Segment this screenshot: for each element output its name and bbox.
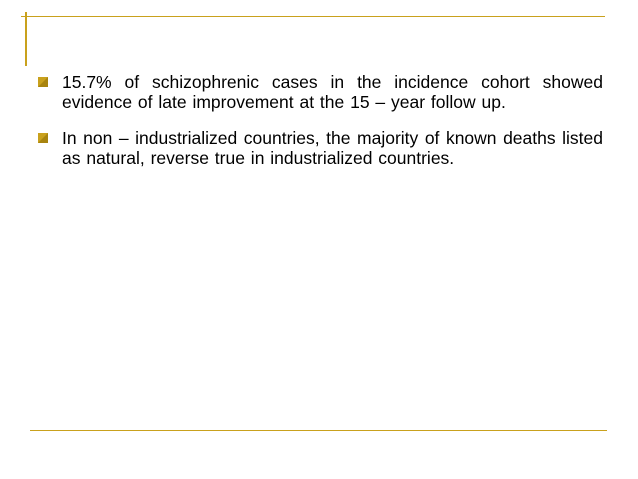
bullet-text: 15.7% of schizophrenic cases in the incidence cohort showed evidence of late improvement at the 15 – year follow up. [62,72,603,112]
square-bullet-icon [38,133,48,143]
top-divider-line [21,16,605,17]
left-accent-line [25,12,27,66]
bullet-item [38,72,603,112]
bottom-divider-line [30,430,607,431]
square-bullet-icon [38,77,48,87]
bullet-item [38,128,603,168]
slide-body [38,72,603,184]
bullet-text: In non – industrialized countries, the majority of known deaths listed as natural, reverse true in industrialized countries. [62,128,603,168]
